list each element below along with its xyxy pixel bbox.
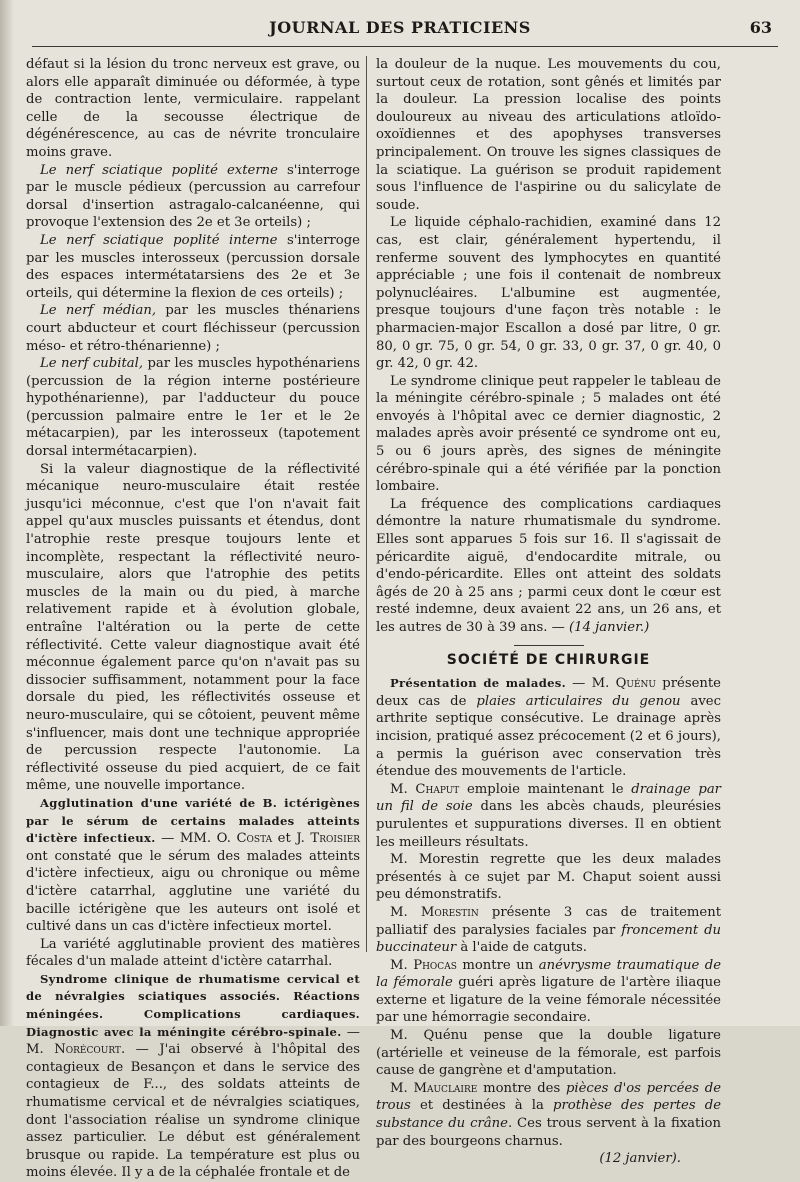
prefix: M. — [390, 1080, 414, 1096]
author-name: O. Costa — [216, 831, 273, 847]
paragraph — [26, 302, 360, 355]
nerve-term: Le nerf sciatique poplité externe — [40, 162, 278, 178]
topic-term: drainage par un fil de soie — [376, 781, 721, 815]
author-name: Quénu — [615, 676, 657, 692]
paragraph-text: s'interroge par les muscles interosseux (percussion dorsale des espaces intermétatarsiens des 2e et 3e orteils, qui détermine la flexion de ces orteils) ; — [26, 232, 360, 301]
paragraph-text: guéri après ligature de l'artère iliaque externe et ligature de la veine fémorale nécessitée par une hémorragie secondaire. — [376, 975, 721, 1026]
paragraph-text: par les muscles hypothénariens (percussion de la région interne postérieure hypothénarienne), par l'adducteur du pouce (percussion palmaire entre le 1er et le 2e métacarpien), par les interosseux (tapotement dorsal intermétacarpien). — [26, 356, 360, 460]
article-presentation — [376, 675, 721, 781]
topic-term: prothèse des pertes de substance du crâne — [376, 1098, 721, 1132]
topic-term: anévrysme traumatique de la fémorale — [376, 957, 721, 991]
paragraph-text: montre un — [456, 957, 539, 973]
section-title: SOCIÉTÉ DE CHIRURGIE — [446, 651, 651, 668]
paragraph-text: ont constaté que le sérum des malades atteints d'ictère infectieux, aigu ou chronique ou même d'ictère catarrhal, agglutine une variété du bacille ictérigène que les auteurs ont isolé et cultivé dans un cas d'ictère infectieux mortel. — [26, 848, 360, 935]
prefix: M. — [390, 781, 416, 797]
date-note: (12 janvier). — [599, 1151, 681, 1167]
article-heading: Présentation de malades. — [390, 676, 566, 691]
author-name: Phocas — [413, 957, 457, 973]
running-title: JOURNAL DES PRATICIENS — [269, 18, 531, 37]
nerve-term: Le nerf cubital, — [40, 356, 144, 372]
paragraph-text: dans les abcès chauds, pleurésies purulentes et suppurations diverses. Il en obtient les meilleurs résultats. — [376, 799, 721, 850]
paragraph: La variété agglutinable provient des matières fécales d'un malade atteint d'ictère catarrhal. — [26, 936, 360, 970]
separator: — M. — [26, 1024, 360, 1058]
paragraph: Le syndrome clinique peut rappeler le tableau de la méningite cérébro-spinale ; 5 malades ont été envoyés à l'hôpital avec ce dernier diagnostic, 2 malades après avoir présenté ce syndrome ont eu, 5 ou 6 jours après, des signes de méningite cérébro-spinale qui a été vérifiée par la ponction lombaire. — [376, 373, 721, 495]
paragraph — [376, 781, 721, 851]
paragraph-text: s'interroge par le muscle pédieux (percussion au carrefour dorsal d'insertion astragalo-calcanéenne, qui provoque l'extension des 2e et 3e orteils) ; — [26, 162, 360, 231]
article-agglutination — [26, 795, 360, 936]
right-column — [376, 56, 722, 1167]
paragraph-text: présente 3 cas de traitement palliatif des paralysies faciales par — [376, 904, 721, 938]
paragraph-text: montre des — [477, 1080, 566, 1096]
paragraph: M. Morestin regrette que les deux malades présentés à ce sujet par M. Chaput soient aussi peu démonstratifs. — [376, 852, 721, 903]
paragraph: Le liquide céphalo-rachidien, examiné dans 12 cas, est clair, généralement hypertendu, il renferme souvent des lymphocytes en quantité appréciable ; une fois il contenait de nombreux polynucléaires. L'albumine est augmentée, presque toujours d'une façon très notable : le pharmacien-major Escallon a dosé par litre, 0 gr. 80, 0 gr. 75, 0 gr. 54, 0 gr. 33, 0 gr. 37, 0 gr. 40, 0 gr. 42, 0 gr. 42. — [376, 215, 721, 372]
paragraph — [26, 232, 360, 302]
conjunction: et — [272, 831, 297, 847]
author-name: Mauclaire — [413, 1080, 478, 1096]
topic-term: pièces d'os percées de trous — [376, 1080, 721, 1114]
author-name: Morestin — [420, 904, 479, 920]
page-number: 63 — [749, 18, 772, 37]
paragraph — [376, 496, 721, 637]
date-note: (14 janvier.) — [569, 620, 650, 635]
paragraph — [376, 904, 721, 957]
left-column — [26, 56, 360, 1181]
nerve-term: Le nerf médian, — [40, 303, 157, 319]
paragraph-text: et destinées à la — [410, 1098, 554, 1114]
paragraph: Si la valeur diagnostique de la réflectivité mécanique neuro-musculaire était restée jusqu'ici méconnue, c'est que l'on n'avait fait appel qu'aux muscles puissants et étendus, dont l'atrophie reste presque toujours lente et incomplète, respectant la réflectivité neuro-musculaire, alors que l'atrophie des petits muscles de la main ou du pied, à marche relativement rapide et à évolution globale, entraîne l'altération ou la perte de cette réflectivité. Cette valeur diagnostique avait été méconnue également parce qu'on n'avait pas su dissocier suffisamment, notamment pour la face dorsale du pied, les réflectivités osseuse et neuro-musculaire, qui se côtoient, peuvent même s'influencer, mais dont une technique appropriée de percussion respecte l'autonomie. La réflectivité osseuse du pied acquiert, de ce fait même, une nouvelle importance. — [26, 461, 360, 794]
article-heading: Agglutination d'une variété de B. ictérigènes par le sérum de certains malades atteints d'ictère infectieux. — [26, 795, 360, 846]
topic-term: froncement du buccinateur — [376, 922, 721, 956]
separator: — M. — [565, 676, 616, 692]
prefix: M. — [390, 957, 414, 973]
nerve-term: Le nerf sciatique poplité interne — [40, 232, 278, 248]
paragraph-text: présente deux cas de — [376, 676, 721, 709]
paragraph-text: La fréquence des complications cardiaques démontre la nature rhumatismale du syndrome. Elles sont apparues 5 fois sur 16. Il s'agissait de péricardite aiguë, d'endocardite mitrale, ou d'endo-péricardite. Elles ont atteint des soldats âgés de 20 à 25 ans ; parmi ceux dont le cœur est resté indemne, deux avaient 22 ans, un 26 ans, et les autres de 30 à 39 ans. — — [376, 496, 721, 635]
topic-term: plaies articulaires du genou — [476, 693, 681, 709]
paragraph-text: emploie maintenant le — [459, 781, 632, 797]
paragraph: la douleur de la nuque. Les mouvements du cou, surtout ceux de rotation, sont gênés et limités par la douleur. La pression localise des points douloureux au niveau des articulations atloïdo-oxoïdiennes et des apophyses transverses principalement. On trouve les signes classiques de la sciatique. La guérison se produit rapidement sous l'influence de l'aspirine ou du salicylate de soude. — [376, 57, 721, 213]
article-heading: Syndrome clinique de rhumatisme cervical et de névralgies sciatiques associés. Réactions méningées. Complications cardiaques. Diagnostic avec la méningite cérébro-spinale. — [26, 971, 360, 1039]
author-name: Chaput — [415, 781, 460, 797]
paragraph-text: avec arthrite septique consécutive. Le drainage après incision, pratiqué assez précocement (2 et 6 jours), a permis la guérison avec conservation très étendue des mouvements de l'article. — [376, 693, 722, 780]
author-name: Norécourt. — [54, 1042, 126, 1058]
header-rule — [32, 46, 778, 47]
paragraph — [26, 162, 360, 232]
paragraph-text: à l'aide de catguts. — [456, 940, 587, 956]
paragraph — [376, 1080, 721, 1150]
prefix: M. — [390, 904, 421, 920]
author-name: J. Troisier — [296, 831, 360, 847]
paragraph — [376, 957, 721, 1027]
article-syndrome — [26, 971, 360, 1182]
section-rule — [514, 645, 584, 646]
page-binding-shadow — [0, 0, 14, 1026]
paragraph-text: par les muscles thénariens court abducteur et court fléchisseur (percussion méso- et rétro-thénarienne) ; — [26, 303, 360, 354]
paragraph-text: . Ces trous servent à la fixation par des bourgeons charnus. — [376, 1116, 721, 1149]
paragraph: M. Quénu pense que la double ligature (artérielle et veineuse de la fémorale, est parfois cause de gangrène et d'amputation. — [376, 1028, 721, 1079]
paragraph: défaut si la lésion du tronc nerveux est grave, ou alors elle apparaît diminuée ou déformée, à type de contraction lente, vermiculaire. rappelant celle de la secousse électrique de dégénérescence, au cas de névrite tronculaire moins grave. — [26, 57, 360, 160]
separator: — MM. — [155, 831, 217, 847]
page-header — [22, 10, 778, 50]
paragraph-text: — J'ai observé à l'hôpital des contagieux de Besançon et dans le service des contagieux de F..., des soldats atteints de rhumatisme cervical et de névralgies sciatiques, dont l'association réalise un syndrome clinique assez particulier. Le début est généralement brusque ou rapide. La température est plus ou moins élevée. Il y a de la céphalée frontale et de — [26, 1042, 360, 1181]
paragraph — [26, 355, 360, 461]
column-divider — [366, 56, 367, 952]
